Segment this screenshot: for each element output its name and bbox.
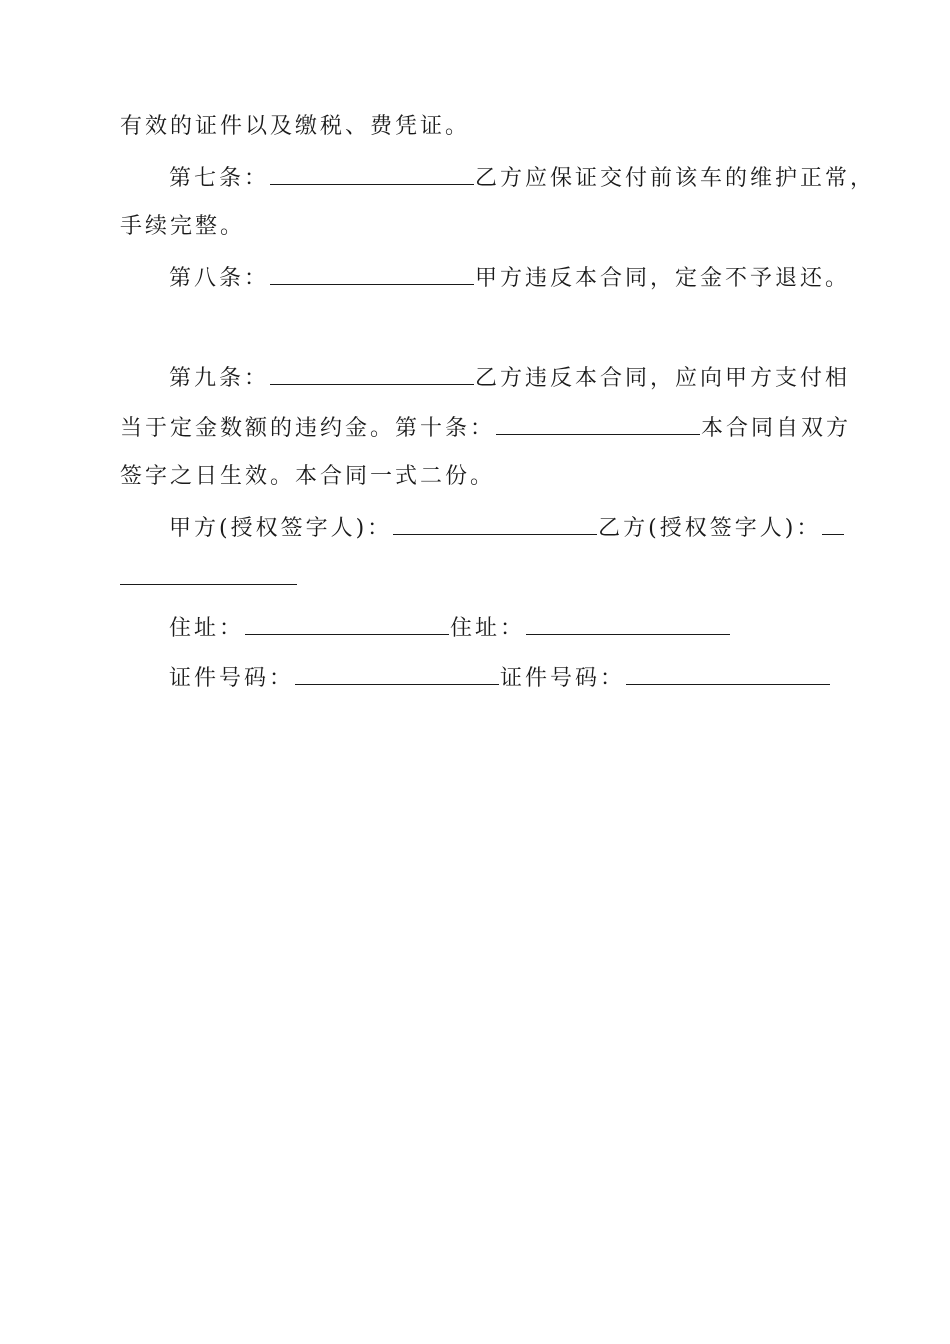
article-7-continuation	[120, 212, 245, 242]
article-9-text: 乙方违反本合同，应向甲方支付相	[475, 366, 851, 391]
party-b-address-label: 住址：	[450, 616, 526, 641]
article-7-label: 第七条：	[169, 166, 270, 191]
party-b-id-label: 证件号码：	[500, 666, 626, 691]
article-10-text-end: 签字之日生效。本合同一式二份。	[120, 464, 496, 489]
address-line	[169, 612, 731, 644]
article-7-text: 乙方应保证交付前该车的维护正常，	[475, 166, 876, 191]
article-10-text: 本合同自双方	[701, 416, 852, 441]
party-b-id-blank[interactable]	[626, 662, 830, 685]
party-a-address-label: 住址：	[169, 616, 245, 641]
party-a-id-blank[interactable]	[295, 662, 499, 685]
signatory-line	[169, 512, 844, 544]
id-number-line	[169, 662, 831, 694]
article-7-line	[169, 162, 875, 194]
party-a-address-blank[interactable]	[245, 612, 449, 635]
text-line-1	[120, 112, 470, 142]
article-8-line	[169, 262, 850, 294]
party-b-signatory-label: 乙方(授权签字人)：	[598, 516, 822, 541]
article-9-blank[interactable]	[270, 362, 474, 385]
party-b-address-blank[interactable]	[526, 612, 730, 635]
article-8-label: 第八条：	[169, 266, 270, 291]
article-10-blank[interactable]	[496, 412, 700, 435]
article-9-label: 第九条：	[169, 366, 270, 391]
article-9-10-text: 当于定金数额的违约金。第十条：	[120, 416, 496, 441]
party-b-signatory-blank[interactable]	[120, 584, 297, 585]
article-9-10-line	[120, 412, 851, 444]
article-10-continuation	[120, 462, 495, 492]
article-8-text: 甲方违反本合同，定金不予退还。	[475, 266, 851, 291]
article-7-blank[interactable]	[270, 162, 474, 185]
text-tax-documents: 有效的证件以及缴税、费凭证。	[120, 114, 471, 139]
party-a-id-label: 证件号码：	[169, 666, 295, 691]
party-b-signatory-blank-start[interactable]	[822, 512, 844, 535]
party-a-signatory-blank[interactable]	[393, 512, 597, 535]
article-9-line	[169, 362, 850, 394]
party-a-signatory-label: 甲方(授权签字人)：	[169, 516, 393, 541]
article-7-text-end: 手续完整。	[120, 214, 246, 239]
article-8-blank[interactable]	[270, 262, 474, 285]
